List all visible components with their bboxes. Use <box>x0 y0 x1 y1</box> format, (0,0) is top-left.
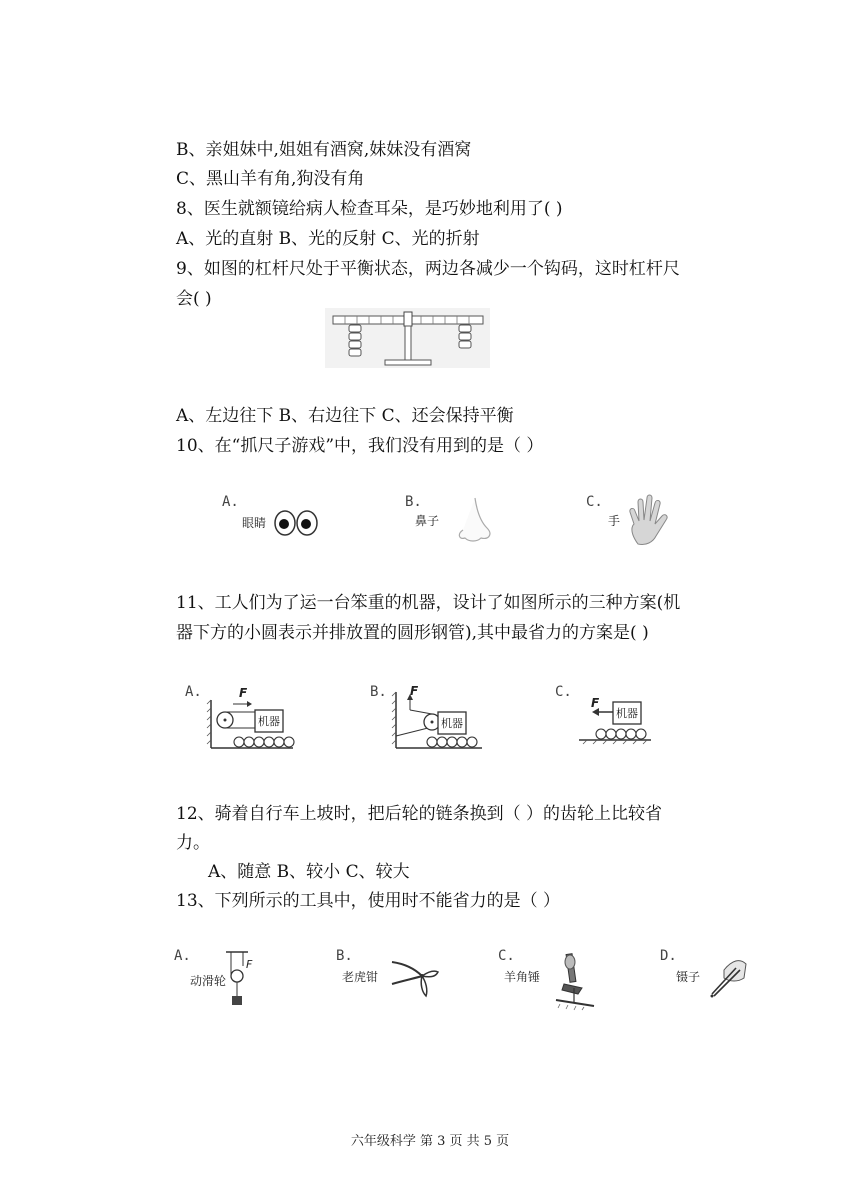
figure-letter: B. <box>370 684 387 700</box>
q12-question-line2: 力。 <box>176 833 210 853</box>
figure-letter: A. <box>174 948 191 964</box>
q11-question-line1: 11、工人们为了运一台笨重的机器，设计了如图所示的三种方案(机 <box>176 593 681 613</box>
force-label: F <box>239 686 248 700</box>
nose-icon <box>405 494 505 544</box>
force-label: F <box>410 684 419 698</box>
figure-letter: C. <box>586 494 603 510</box>
figure-letter: C. <box>498 948 515 964</box>
hand-icon <box>586 494 686 549</box>
q13-figure-a <box>174 948 284 1010</box>
pliers-icon <box>336 948 446 1010</box>
figure-caption: 鼻子 <box>415 514 440 528</box>
q11-question-line2: 器下方的小圆表示并排放置的圆形钢管),其中最省力的方案是( ) <box>176 623 649 643</box>
q13-figure-b <box>336 948 446 1010</box>
q9-question-line1: 9、如图的杠杆尺处于平衡状态，两边各减少一个钩码，这时杠杆尺 <box>176 259 680 279</box>
claw-hammer-icon <box>498 948 608 1010</box>
q8-question: 8、医生就额镜给病人检查耳朵，是巧妙地利用了( ) <box>176 199 563 219</box>
q12-question-line1: 12、骑着自行车上坡时，把后轮的链条换到（ ）的齿轮上比较省 <box>176 804 663 824</box>
q10-question: 10、在“抓尺子游戏”中，我们没有用到的是（ ） <box>176 436 544 456</box>
figure-caption: 镊子 <box>676 970 701 984</box>
machine-label: 机器 <box>616 707 638 720</box>
tweezers-icon <box>660 948 760 1010</box>
page-footer: 六年级科学 第 3 页 共 5 页 <box>350 1134 510 1149</box>
force-label: F <box>246 958 253 971</box>
q9-question-line2: 会( ) <box>176 289 212 309</box>
q13-figure-c <box>498 948 608 1010</box>
q13-question: 13、下列所示的工具中，使用时不能省力的是（ ） <box>176 891 561 911</box>
eyes-icon <box>222 494 322 544</box>
q13-figure-d <box>660 948 760 1010</box>
pulley-icon <box>174 948 284 1010</box>
figure-letter: B. <box>405 494 422 510</box>
q11-figure-c <box>555 684 675 754</box>
figure-caption: 羊角锤 <box>504 970 541 984</box>
figure-letter: A. <box>185 684 202 700</box>
figure-caption: 老虎钳 <box>342 970 379 984</box>
figure-letter: D. <box>660 948 677 964</box>
figure-caption: 动滑轮 <box>190 974 227 988</box>
q7-option-b: B、亲姐妹中,姐姐有酒窝,妹妹没有酒窝 <box>176 140 472 160</box>
figure-caption: 手 <box>608 514 621 528</box>
force-label: F <box>591 696 600 710</box>
q10-figure-b <box>405 494 505 544</box>
q10-figure-a <box>222 494 322 544</box>
figure-caption: 眼睛 <box>242 516 267 530</box>
machine-label: 机器 <box>441 717 463 730</box>
q8-options: A、光的直射 B、光的反射 C、光的折射 <box>176 229 480 249</box>
figure-letter: B. <box>336 948 353 964</box>
q11-figure-a <box>185 684 305 754</box>
machine-label: 机器 <box>258 715 280 728</box>
q10-figure-c <box>586 494 686 549</box>
q12-options: A、随意 B、较小 C、较大 <box>208 862 410 882</box>
figure-letter: C. <box>555 684 572 700</box>
q9-options: A、左边往下 B、右边往下 C、还会保持平衡 <box>176 406 514 426</box>
figure-letter: A. <box>222 494 239 510</box>
q7-option-c: C、黑山羊有角,狗没有角 <box>176 169 365 189</box>
q11-figure-b <box>370 684 490 754</box>
lever-balance-figure <box>325 308 490 368</box>
